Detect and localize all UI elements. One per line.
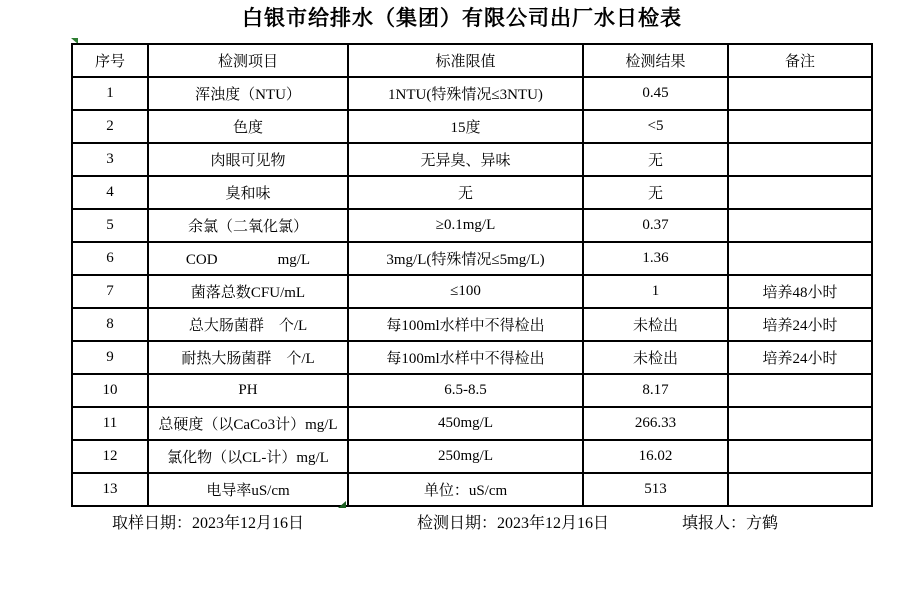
cell-item: 色度 [148, 110, 348, 143]
cell-remark [728, 77, 872, 110]
cell-seq: 4 [72, 176, 148, 209]
cell-limit: 450mg/L [348, 407, 583, 440]
cell-remark [728, 374, 872, 407]
col-header-limit: 标准限值 [348, 44, 583, 77]
cell-item: PH [148, 374, 348, 407]
cell-item: 浑浊度（NTU） [148, 77, 348, 110]
cell-remark [728, 143, 872, 176]
table-row [72, 374, 872, 407]
cell-limit: 250mg/L [348, 440, 583, 473]
cell-result: 8.17 [583, 374, 728, 407]
cell-remark [728, 110, 872, 143]
cell-remark: 培养24小时 [728, 341, 872, 374]
cell-result: <5 [583, 110, 728, 143]
col-header-result: 检测结果 [583, 44, 728, 77]
cell-result: 1 [583, 275, 728, 308]
sampling-date: 取样日期：2023年12月16日 [112, 515, 305, 532]
cell-remark: 培养48小时 [728, 275, 872, 308]
cell-limit: 每100ml水样中不得检出 [348, 308, 583, 341]
cell-limit: 6.5-8.5 [348, 374, 583, 407]
cell-limit: 3mg/L(特殊情况≤5mg/L) [348, 242, 583, 275]
col-header-remark: 备注 [728, 44, 872, 77]
cell-seq: 1 [72, 77, 148, 110]
cell-seq: 10 [72, 374, 148, 407]
table-row [72, 473, 872, 506]
cell-result: 16.02 [583, 440, 728, 473]
col-header-seq: 序号 [72, 44, 148, 77]
table-row [72, 176, 872, 209]
cell-limit: ≥0.1mg/L [348, 209, 583, 242]
test-date: 检测日期：2023年12月16日 [417, 515, 610, 532]
cell-seq: 12 [72, 440, 148, 473]
header-row [72, 44, 872, 77]
cell-item: 臭和味 [148, 176, 348, 209]
cell-item: 电导率uS/cm [148, 473, 348, 506]
cell-result: 无 [583, 176, 728, 209]
cell-seq: 2 [72, 110, 148, 143]
table-row [72, 407, 872, 440]
table-row [72, 110, 872, 143]
cell-seq: 9 [72, 341, 148, 374]
cell-result: 266.33 [583, 407, 728, 440]
cell-seq: 13 [72, 473, 148, 506]
cell-result: 0.37 [583, 209, 728, 242]
cell-limit: 单位：uS/cm [348, 473, 583, 506]
cell-seq: 6 [72, 242, 148, 275]
table-row [72, 440, 872, 473]
cell-item: 氯化物（以CL-计）mg/L [148, 440, 348, 473]
cell-item: 肉眼可见物 [148, 143, 348, 176]
cell-remark: 培养24小时 [728, 308, 872, 341]
cell-item: 余氯（二氧化氯） [148, 209, 348, 242]
cell-seq: 8 [72, 308, 148, 341]
table-row [72, 209, 872, 242]
table-row [72, 77, 872, 110]
table-row [72, 275, 872, 308]
cell-remark [728, 473, 872, 506]
cell-result: 0.45 [583, 77, 728, 110]
cell-limit: 1NTU(特殊情况≤3NTU) [348, 77, 583, 110]
cell-item: 总硬度（以CaCo3计）mg/L [148, 407, 348, 440]
cell-remark [728, 209, 872, 242]
cell-remark [728, 407, 872, 440]
inspection-table [71, 43, 873, 507]
cell-item: 菌落总数CFU/mL [148, 275, 348, 308]
cell-item: 总大肠菌群 个/L [148, 308, 348, 341]
cell-seq: 3 [72, 143, 148, 176]
col-header-item: 检测项目 [148, 44, 348, 77]
reporter-name: 填报人：方鹤 [682, 515, 779, 532]
cell-limit: 每100ml水样中不得检出 [348, 341, 583, 374]
table-row [72, 242, 872, 275]
cell-limit: 无异臭、异味 [348, 143, 583, 176]
cell-result: 未检出 [583, 308, 728, 341]
cell-limit: 15度 [348, 110, 583, 143]
cell-remark [728, 440, 872, 473]
cell-item: COD mg/L [148, 242, 348, 275]
cell-result: 未检出 [583, 341, 728, 374]
page-title: 白银市给排水（集团）有限公司出厂水日检表 [242, 6, 682, 30]
table-row [72, 341, 872, 374]
cell-remark [728, 242, 872, 275]
cell-limit: 无 [348, 176, 583, 209]
table-row [72, 143, 872, 176]
cell-item: 耐热大肠菌群 个/L [148, 341, 348, 374]
cell-remark [728, 176, 872, 209]
cell-result: 1.36 [583, 242, 728, 275]
cell-seq: 7 [72, 275, 148, 308]
cell-result: 无 [583, 143, 728, 176]
cell-limit: ≤100 [348, 275, 583, 308]
cell-result: 513 [583, 473, 728, 506]
cell-seq: 5 [72, 209, 148, 242]
cell-seq: 11 [72, 407, 148, 440]
table-row [72, 308, 872, 341]
